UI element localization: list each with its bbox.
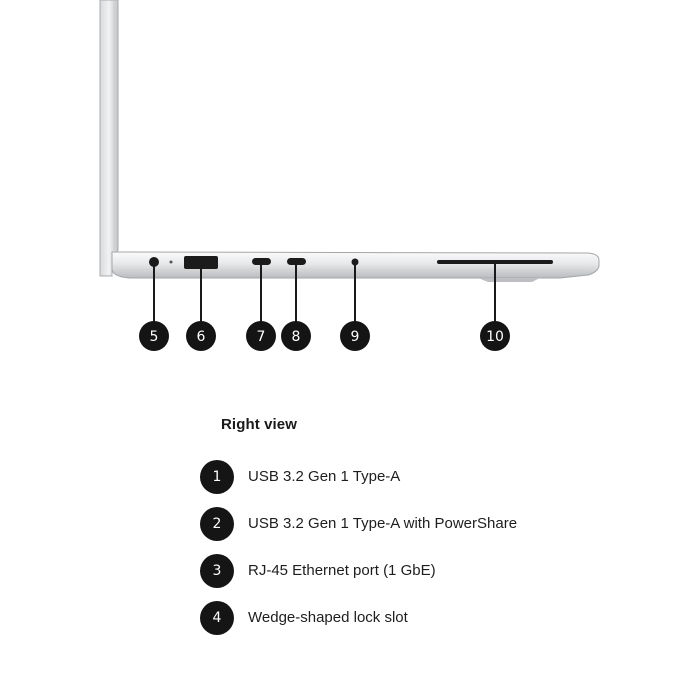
callout-10 <box>480 321 510 351</box>
legend-label: USB 3.2 Gen 1 Type-A <box>248 468 401 485</box>
legend-badge: 4 <box>200 601 234 635</box>
legend-label: RJ-45 Ethernet port (1 GbE) <box>248 562 436 579</box>
callout-9-number: 9 <box>350 329 360 345</box>
port-legend <box>200 459 517 647</box>
callout-5-number: 5 <box>149 329 159 345</box>
rubber-foot <box>478 278 540 282</box>
callout-6 <box>186 321 216 351</box>
callout-7-number: 7 <box>256 329 266 345</box>
status-light <box>170 261 173 264</box>
callout-7 <box>246 321 276 351</box>
legend-label: USB 3.2 Gen 1 Type-A with PowerShare <box>248 515 518 532</box>
legend-item <box>200 553 517 588</box>
legend-item <box>200 600 517 635</box>
laptop-lid <box>100 0 118 276</box>
callout-5 <box>139 321 169 351</box>
callout-10-number: 10 <box>486 329 504 345</box>
callout-8 <box>281 321 311 351</box>
callout-8-number: 8 <box>291 329 301 345</box>
legend-item <box>200 459 517 494</box>
legend-badge: 1 <box>200 460 234 494</box>
legend-label: Wedge-shaped lock slot <box>248 609 408 626</box>
section-title: Right view <box>221 416 298 433</box>
callout-9 <box>340 321 370 351</box>
legend-badge: 2 <box>200 507 234 541</box>
callout-6-number: 6 <box>196 329 206 345</box>
legend-badge: 3 <box>200 554 234 588</box>
legend-item <box>200 506 517 541</box>
